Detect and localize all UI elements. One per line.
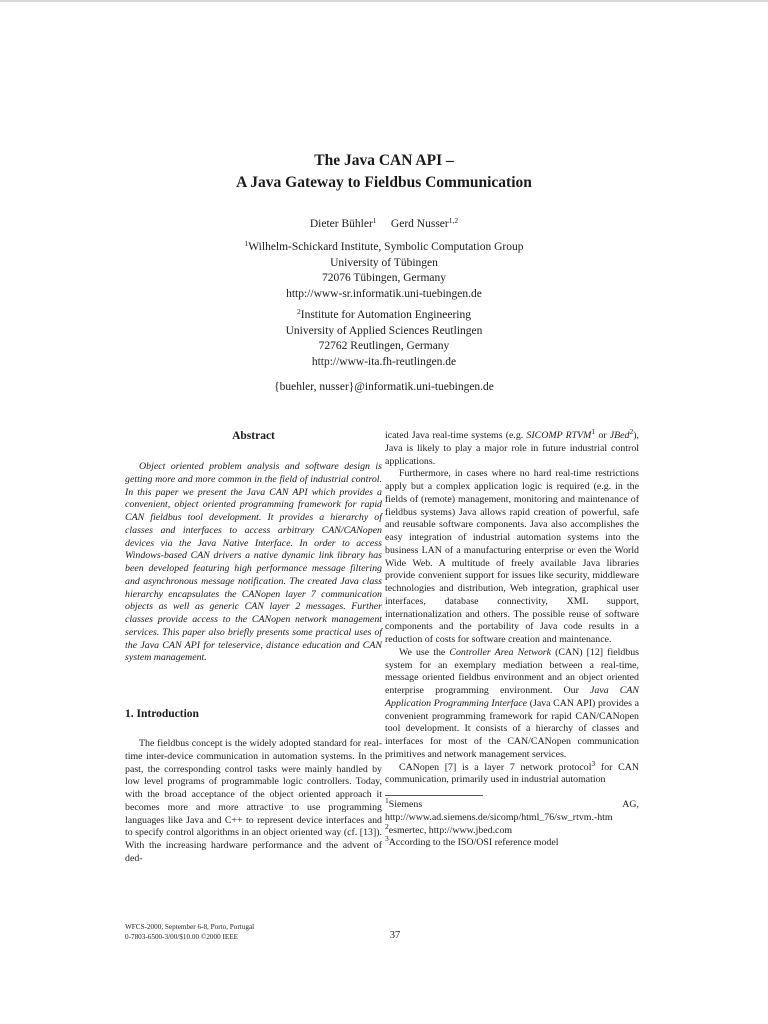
paragraph: We use the Controller Area Network (CAN) [12] fieldbus system for an exemplary mediation between a real-time, message oriented fieldbus environment and an object oriented enterprise programming environment. Our Java CAN Application Programming Interface (Java CAN API) provides a convenient programming framework for rapid CAN/CANopen tool development. It consists of a hierarchy of classes and interfaces for most of the CAN/CANopen communication primitives and network management services.	[385, 646, 640, 760]
footnote: $^1$Siemens AG, http://www.ad.siemens.de/sicomp/html_76/sw_rtvm.-htm	[385, 796, 639, 823]
scan-top-edge	[0, 0, 768, 2]
author-affil-mark: 1,2	[448, 216, 459, 225]
author-list	[0, 218, 768, 230]
affil-line: 72076 Tübingen, Germany	[321, 272, 447, 285]
affiliation-2	[0, 308, 768, 370]
left-column	[125, 430, 382, 866]
intro-paragraph: The fieldbus concept is the widely adopted standard for real-time inter-device communication in automation systems. In the past, the corresponding control tasks were mainly handled by low level programs of programmable logic controllers. Today, with the broad acceptance of the object oriented approach it becomes more and more attractive to use programming languages like Java and C++ to represent device interfaces and to specify control algorithms in an object oriented way (cf. [13]). With the increasing hardware performance and the advent of ded-	[125, 738, 382, 864]
footnote: $^2$esmertec, http://www.jbed.com	[385, 821, 513, 836]
author-affil-mark: 1	[372, 216, 377, 225]
page-number: 37	[389, 930, 401, 941]
affil-mark: 2	[297, 307, 301, 316]
author-email: {buehler, nusser}@informatik.uni-tuebingen.de	[274, 381, 494, 393]
affiliation-1	[0, 240, 768, 302]
affil-line: University of Applied Sciences Reutlingen	[285, 324, 483, 337]
abstract-heading: Abstract	[232, 430, 275, 442]
author-name: Gerd Nusser	[390, 218, 449, 230]
affil-line: Wilhelm-Schickard Institute, Symbolic Computation Group	[248, 241, 524, 253]
paragraph: icated Java real-time systems (e.g. SICOMP RTVM$^1$ or JBed$^2$), Java is likely to play a major role in future industrial control applications.	[385, 427, 639, 467]
affil-line: Institute for Automation Engineering	[300, 309, 471, 321]
paragraph: CANopen [7] is a layer 7 network protocol$^3$ for CAN communication, primarily used in industrial automation	[385, 758, 639, 786]
author-name: Dieter Bühler	[309, 218, 373, 230]
affil-line: University of Tübingen	[330, 256, 438, 269]
abstract-text: Object oriented problem analysis and software design is getting more and more common in the field of industrial control. In this paper we present the Java CAN API which provides a convenient, object oriented programming framework for rapid CAN fieldbus tool development. It provides a hierarchy of classes and interfaces to access arbitrary CAN/CANopen devices via the Java Native Interface. In order to access Windows-based CAN drivers a native dynamic link library has been developed featuring high performance message filtering and asynchronous message notification. The created Java class hierarchy encapsulates the CANopen layer 7 communication objects as well as generic CAN layer 2 messages. Further classes provide access to the CANopen network management services. This paper also briefly presents some practical uses of the Java CAN API for teleservice, distance education and CAN system management.	[125, 461, 382, 664]
affil-mark: 1	[244, 239, 249, 248]
right-column	[385, 427, 640, 850]
section-heading: 1. Introduction	[125, 708, 199, 720]
footnote: $^3$According to the ISO/OSI reference model	[385, 834, 559, 849]
footer-line: 0-7803-6500-3/00/$10.00 ©2000 IEEE	[125, 933, 239, 941]
title-line-1: The Java CAN API –	[314, 152, 454, 169]
affil-url: http://www-ita.fh-reutlingen.de	[311, 355, 457, 368]
paragraph: Furthermore, in cases where no hard real-time restrictions apply but a complex application logic is required (e.g. in the fields of (remote) management, monitoring and maintenance of fieldbus systems) Java allows rapid creation of powerful, safe and reusable software components. Java also accomplishes the easy integration of industrial automation systems into the business LAN of a manufacturing enterprise or even the World Wide Web. A multitude of freely available Java libraries provide convenient support for issues like security, middleware technologies and distribution, Web integration, graphical user interfaces, database connectivity, XML support, internationalization and others. The possible reuse of software components and the portability of Java code results in a reduction of costs for software creation and maintenance.	[385, 468, 639, 645]
title-line-2: A Java Gateway to Fieldbus Communication	[236, 174, 532, 191]
affil-line: 72762 Reutlingen, Germany	[318, 340, 450, 353]
footer-line: WFCS-2000, September 6-8, Porto, Portugal	[125, 923, 255, 931]
affil-url: http://www-sr.informatik.uni-tuebingen.de	[286, 287, 482, 300]
paper-title	[0, 150, 768, 194]
footnote-rule	[385, 795, 483, 796]
